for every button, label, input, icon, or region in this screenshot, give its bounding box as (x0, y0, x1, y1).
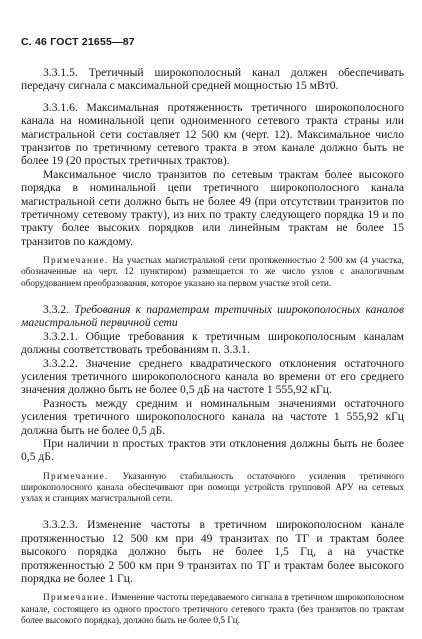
note-3 (21, 593, 404, 627)
note-2 (21, 472, 404, 506)
paragraph-transit-count: Максимальное число транзитов по сетевым трактам более высокого порядка в номинальной цепи третичного широкополосного канала магистральной сети должно быть не более 49 (при отсутствии транзитов по третичному сетевому тракту), из них по тракту следующего порядка 19 и по тракту более высоких порядков или линейным трактам не более 15 транзитов по каждому. (21, 167, 404, 248)
note-1-label: Примечание. (43, 256, 109, 267)
note-1 (21, 256, 404, 290)
section-3-3-2-heading (21, 303, 404, 330)
paragraph-gain-difference: Разность между средним и номинальным значениями остаточного усиления третичного широкополосного канала на частоте 1 555,92 кГц должна быть не более 0,5 дБ. (21, 396, 404, 437)
paragraph-3-3-1-5: 3.3.1.5. Третичный широкополосный канал должен обеспечивать передачу сигнала с максимальной средней мощностью 15 мВт0. (21, 66, 404, 93)
paragraph-3-3-2-2: 3.3.2.2. Значение среднего квадратического отклонения остаточного усиления третичного широкополосного канала во времени от его среднего значения должно быть не более 0,5 дБ на частоте 1 555,92 кГц. (21, 356, 404, 397)
paragraph-3-3-1-6: 3.3.1.6. Максимальная протяженность третичного широкополосного канала на номинальной цепи одноименного сетевого тракта страны или магистральной сети составляет 12 500 км (черт. 12). Максимальное число транзитов по третичному сетевого тракта в этом канале должно быть не более 19 (20 простых третичных трактов). (21, 100, 404, 168)
paragraph-n-tracts: При наличии n простых трактов эти отклонения должны быть не более 0,5 дБ. (21, 436, 404, 464)
paragraph-3-3-2-1: 3.3.2.1. Общие требования к третичным широкополосным каналам должны соответствовать требованиям п. 3.3.1. (21, 329, 404, 357)
note-3-label: Примечание. (43, 593, 109, 604)
section-number: 3.3.2. (43, 302, 70, 316)
paragraph-3-3-2-3: 3.3.2.3. Изменение частоты в третичном широкополосном канале протяженностью 12 500 км при 49 транзитах по ТГ и трактам более высокого порядка должно быть не более 1,5 Гц, а на участке протяженностью 2 500 км при 9 транзитах по ТГ и трактам более высокого порядка не более 1 Гц. (21, 518, 404, 585)
page-header: С. 46 ГОСТ 21655—87 (21, 36, 135, 48)
note-2-label: Примечание. (43, 471, 109, 482)
document-body (21, 66, 404, 627)
note-1-text: На участках магистральной сети протяженностью 2 500 км (4 участка, обозначенные на черт. 12 пунктиром) размещается то же число узлов с аналогичным оборудованием преобразования, которое указано на первом участке этой сети. (21, 256, 405, 289)
note-3-text: Изменение частоты передаваемого сигнала в третичном широкополосном канале, состоящего из одного простого третичного сетевого тракта (без транзитов по трактам более высокого порядка), должно быть не более 0,5 Гц. (21, 593, 404, 626)
section-title: Требования к параметрам третичных широкополосных каналов магистральной первичной сети (21, 302, 404, 330)
note-2-text: Указанную стабильность остаточного усиления третичного широкополосного канала обеспечивают при помощи устройств групповой АРУ на сетевых узлах и станциях магистральной сети. (21, 471, 404, 505)
